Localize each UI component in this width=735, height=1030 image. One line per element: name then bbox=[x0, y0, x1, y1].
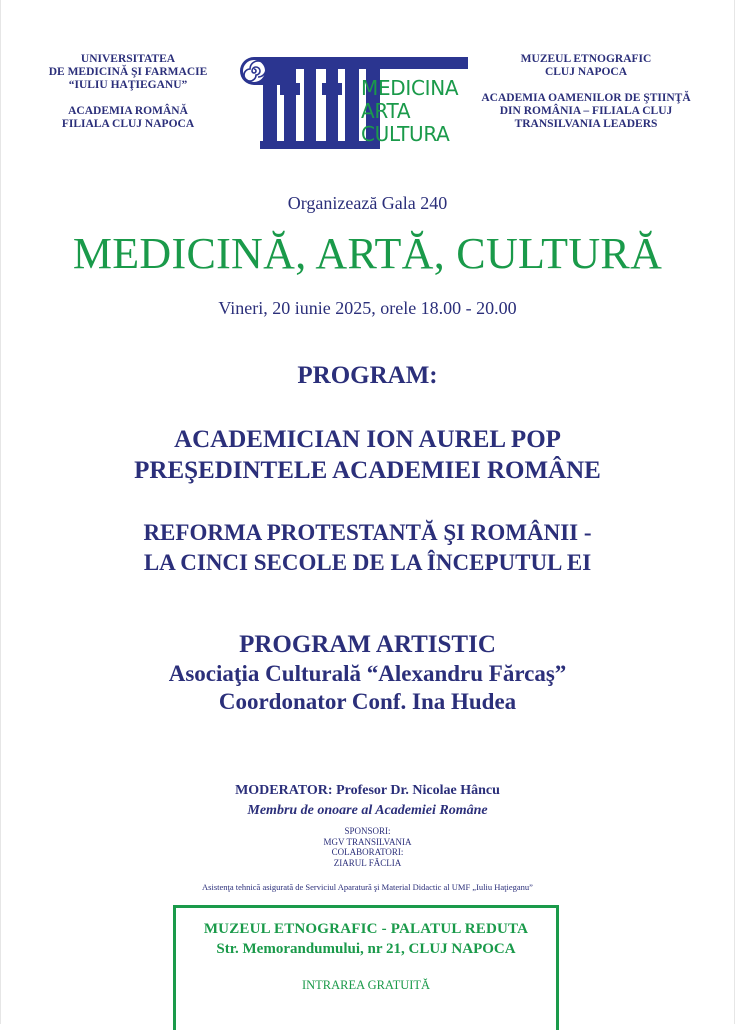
program-heading: PROGRAM: bbox=[297, 362, 438, 389]
event-intro: Organizează Gala 240 bbox=[287, 193, 448, 213]
speaker-title: PREŞEDINTELE ACADEMIEI ROMÂNE bbox=[134, 457, 601, 484]
event-date: Vineri, 20 iunie 2025, orele 18.00 - 20.00 bbox=[218, 298, 517, 318]
header-left-line: “IULIU HAŢIEGANU” bbox=[68, 79, 188, 91]
logo-text-line: CULTURA bbox=[361, 122, 450, 146]
sponsors-block bbox=[0, 826, 735, 868]
collaborator-name: ZIARUL FĂCLIA bbox=[333, 857, 402, 868]
event-title: MEDICINĂ, ARTĂ, CULTURĂ bbox=[72, 229, 663, 278]
artistic-heading: PROGRAM ARTISTIC bbox=[239, 631, 496, 658]
header-left-line: DE MEDICINĂ ŞI FARMACIE bbox=[48, 66, 208, 78]
venue-address: Str. Memorandumului, nr 21, CLUJ NAPOCA bbox=[216, 941, 516, 957]
header-right-organizers bbox=[455, 53, 717, 131]
collaborators-label: COLABORATORI: bbox=[331, 847, 404, 857]
header-right-line: ACADEMIA OAMENILOR DE ŞTIINŢĂ bbox=[481, 92, 691, 104]
sponsor-name: MGV TRANSILVANIA bbox=[323, 836, 412, 847]
technical-assistance-note: Asistenţa tehnică asigurată de Serviciul Aparatură şi Material Didactic al UMF „Iuliu Haţieganu” bbox=[202, 882, 533, 892]
lecture-block bbox=[0, 518, 735, 578]
header-left-line: ACADEMIA ROMÂNĂ bbox=[68, 105, 188, 117]
header-right-line: CLUJ NAPOCA bbox=[544, 66, 628, 78]
lecture-title-line: LA CINCI SECOLE DE LA ÎNCEPUTUL EI bbox=[143, 550, 592, 575]
artistic-block bbox=[0, 630, 735, 716]
speaker-block bbox=[0, 424, 735, 486]
header-left-line: FILIALA CLUJ NAPOCA bbox=[61, 118, 195, 130]
header-right-line: MUZEUL ETNOGRAFIC bbox=[520, 53, 652, 65]
logo-wordmark bbox=[361, 77, 458, 146]
header-right-spacer bbox=[455, 79, 717, 92]
header-right-line: TRANSILVANIA LEADERS bbox=[514, 118, 658, 130]
moderator-name: Profesor Dr. Nicolae Hâncu bbox=[332, 783, 500, 798]
venue-box bbox=[173, 905, 559, 1030]
artistic-ensemble: Asociaţia Culturală “Alexandru Fărcaş” bbox=[168, 661, 567, 686]
lecture-title-line: REFORMA PROTESTANTĂ ŞI ROMÂNII - bbox=[143, 520, 592, 545]
moderator-line bbox=[0, 781, 735, 801]
sponsors-label: SPONSORI: bbox=[344, 826, 391, 836]
moderator-block bbox=[0, 781, 735, 821]
logo-text-line: MEDICINA bbox=[361, 76, 459, 100]
header-left-organizers bbox=[28, 53, 228, 131]
speaker-name: ACADEMICIAN ION AUREL POP bbox=[174, 426, 561, 453]
artistic-coordinator: Coordonator Conf. Ina Hudea bbox=[218, 689, 517, 714]
venue-name: MUZEUL ETNOGRAFIC - PALATUL REDUTA bbox=[203, 921, 529, 937]
moderator-role: Membru de onoare al Academiei Române bbox=[247, 803, 488, 818]
header-right-line: DIN ROMÂNIA – FILIALA CLUJ bbox=[499, 105, 673, 117]
moderator-label: MODERATOR: bbox=[235, 783, 333, 798]
free-entry-note: INTRAREA GRATUITĂ bbox=[301, 978, 431, 992]
header-left-line: UNIVERSITATEA bbox=[80, 53, 176, 65]
logo-text-line: ARTA bbox=[361, 99, 411, 123]
header-left-spacer bbox=[28, 92, 228, 105]
